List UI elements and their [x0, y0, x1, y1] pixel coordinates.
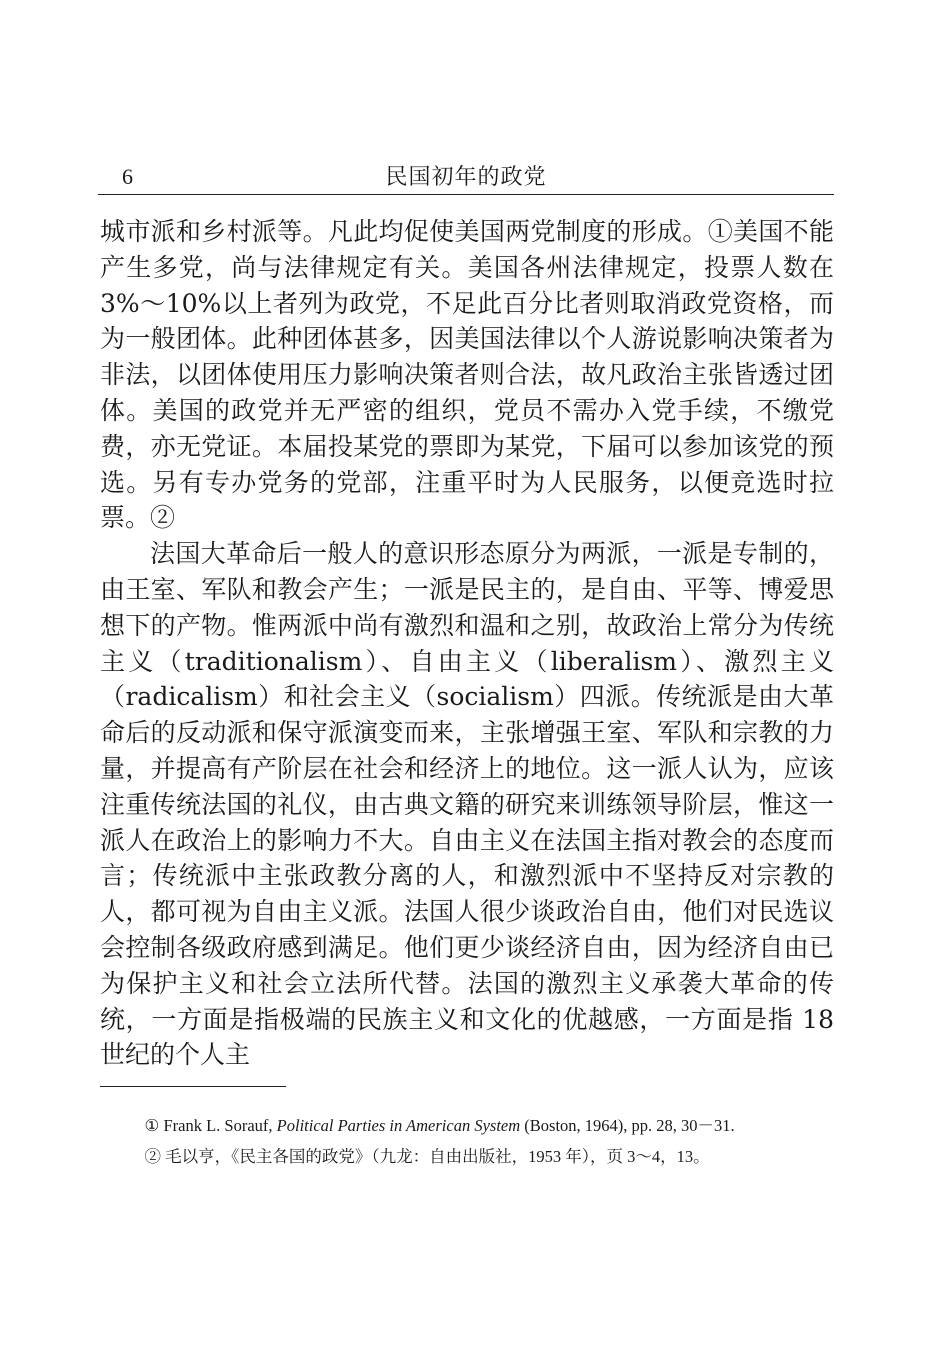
footnote-2-text: ② 毛以亨，《民主各国的政党》（九龙：自由出版社，1953 年），页 3～4，13。 — [144, 1147, 710, 1166]
body-text — [100, 214, 834, 1073]
page-number: 6 — [122, 164, 133, 189]
footnote-1-title: Political Parties in American System — [276, 1116, 521, 1135]
paragraph-2: 法国大革命后一般人的意识形态原分为两派，一派是专制的，由王室、军队和教会产生；一派是民主的，是自由、平等、博爱思想下的产物。惟两派中尚有激烈和温和之别，故政治上常分为传统主义（traditionalism）、自由主义（liberalism）、激烈主义（radicalism）和社会主义（socialism）四派。传统派是由大革命后的反动派和保守派演变而来，主张增强王室、军队和宗教的力量，并提高有产阶层在社会和经济上的地位。这一派人认为，应该注重传统法国的礼仪，由古典文籍的研究来训练领导阶层，惟这一派人在政治上的影响力不大。自由主义在法国主指对教会的态度而言；传统派中主张政教分离的人，和激烈派中不坚持反对宗教的人，都可视为自由主义派。法国人很少谈政治自由，他们对民选议会控制各级政府感到满足。他们更少谈经济自由，因为经济自由已为保护主义和社会立法所代替。法国的激烈主义承袭大革命的传统，一方面是指极端的民族主义和文化的优越感，一方面是指 18 世纪的个人主 — [100, 539, 834, 1070]
footnotes — [100, 1112, 834, 1174]
footnote-divider — [100, 1086, 286, 1087]
footnote-2 — [100, 1143, 834, 1170]
page-header — [98, 154, 834, 195]
footnote-1-tail: (Boston, 1964), pp. 28, 30－31. — [520, 1116, 735, 1135]
running-title: 民国初年的政党 — [385, 165, 547, 190]
footnote-1 — [100, 1112, 834, 1139]
paragraph-1: 城市派和乡村派等。凡此均促使美国两党制度的形成。①美国不能产生多党，尚与法律规定有关。美国各州法律规定，投票人数在3%～10%以上者列为政党，不足此百分比者则取消政党资格，而为一般团体。此种团体甚多，因美国法律以个人游说影响决策者为非法，以团体使用压力影响决策者则合法，故凡政治主张皆透过团体。美国的政党并无严密的组织，党员不需办入党手续，不缴党费，亦无党证。本届投某党的票即为某党，下届可以参加该党的预选。另有专办党务的党部，注重平时为人民服务，以便竞选时拉票。② — [100, 217, 834, 533]
footnote-1-lead: ① Frank L. Sorauf, — [144, 1116, 277, 1135]
